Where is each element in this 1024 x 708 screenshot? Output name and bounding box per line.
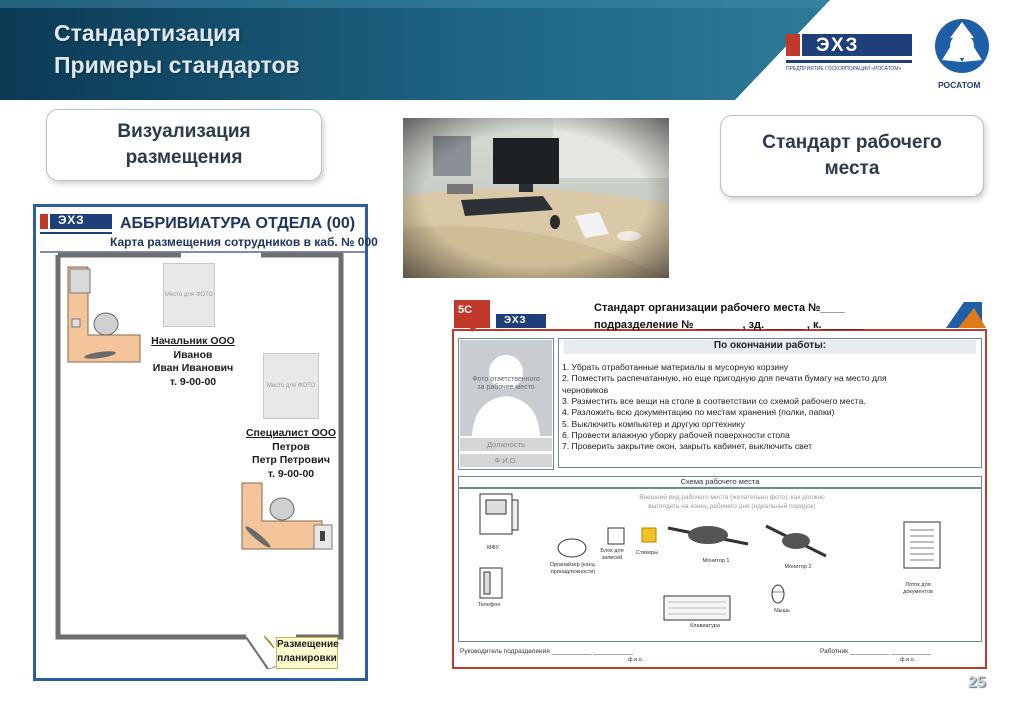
form-title-line1: Стандарт организации рабочего места №____ xyxy=(594,302,845,314)
slide-title-line1: Стандартизация xyxy=(54,20,241,46)
label-phone: Телефон xyxy=(477,602,501,608)
responsible-photo-text: Фото ответственного за рабочее место xyxy=(472,376,540,392)
slide-header xyxy=(0,0,1024,100)
after-work-item: 1. Убрать отработанные материалы в мусорную корзину xyxy=(562,362,789,372)
office-placement-map xyxy=(33,204,378,681)
label-monitor1: Монитор 1 xyxy=(702,558,730,564)
ehz-logo-tagline: ПРЕДПРИЯТИЕ ГОСКОРПОРАЦИИ «РОСАТОМ» xyxy=(786,66,902,72)
person2-name: Петр Петрович xyxy=(252,454,330,467)
form-title-line2: подразделение № _______ , зд. ______ , к._______ xyxy=(594,319,865,331)
label-document-tray: Лоток для документов xyxy=(903,582,933,595)
footer-manager: Руководитель подразделения ___________ ___________ xyxy=(460,648,633,655)
after-work-list xyxy=(562,362,980,453)
footer-worker: Работник ___________ ___________ xyxy=(820,648,932,655)
callout-workplace-standard: Стандарт рабочего места xyxy=(720,115,984,197)
form-logo-text: ЭХЗ xyxy=(504,315,527,326)
label-stickers: Стикеры xyxy=(635,550,659,556)
person2-role: Специалист ООО xyxy=(245,427,337,439)
pointer-arrow-icon xyxy=(262,634,278,650)
plan-placement-label: Размещение планировки xyxy=(276,637,338,669)
after-work-item: 3. Разместить все вещи на столе в соответствии со схемой рабочего места. xyxy=(562,396,866,407)
label-keyboard: Клавиатура xyxy=(690,623,720,629)
workplace-photo xyxy=(403,118,669,278)
ehz-logo-text: ЭХЗ xyxy=(816,35,860,56)
badge-5s: 5С xyxy=(458,304,473,316)
position-label: Должность xyxy=(460,438,552,451)
ehz-rosatom-logo xyxy=(786,8,1006,94)
after-work-title: По окончании работы: xyxy=(564,340,976,354)
after-work-item: 5. Выключить компьютер и другую оргтехнику xyxy=(562,418,745,429)
department-title: АББРИВИАТУРА ОТДЕЛА (00) xyxy=(120,215,356,232)
after-work-item: 4. Разложить всю документацию по местам хранения (полки, папки) xyxy=(562,407,835,418)
person2-surname: Петров xyxy=(272,440,310,453)
scheme-drawing xyxy=(458,488,982,642)
map-subtitle: Карта размещения сотрудников в каб. № 000 xyxy=(110,235,378,249)
fio-label: Ф.И.О. xyxy=(460,454,552,467)
label-monitor2: Монитор 2 xyxy=(784,564,812,570)
label-mfu: МФУ xyxy=(487,545,499,551)
scheme-note-line1: Внешний вид рабочего места (желательно фото), как должно xyxy=(639,494,825,501)
photo-placeholder-2: Место для ФОТО xyxy=(263,353,319,419)
after-work-item: черновиков xyxy=(562,384,609,395)
after-work-item: 7. Проверить закрытие окон, закрыть кабинет, выключить свет xyxy=(562,441,813,452)
person1-phone: т. 9-00-00 xyxy=(169,375,217,388)
label-organizer: Органайзер (канц. принадлежности) xyxy=(549,562,597,575)
slide-title-line2: Примеры стандартов xyxy=(54,52,300,78)
photo-placeholder-1: Место для ФОТО xyxy=(163,263,215,327)
person-card-head xyxy=(138,335,248,390)
after-work-item: 6. Провести влажную уборку рабочей поверхности стола xyxy=(562,430,790,441)
footer-fio-worker: ф.и.о. xyxy=(900,657,916,663)
callout-visualization: Визуализация размещения xyxy=(46,109,322,181)
scheme-note-line2: выглядеть на конец рабочего дня (идеальный порядок) xyxy=(648,503,816,510)
map-logo-text: ЭХЗ xyxy=(58,213,85,227)
person1-name: Иван Иванович xyxy=(152,362,234,375)
scheme-title: Схема рабочего места xyxy=(680,477,760,486)
person1-surname: Иванов xyxy=(173,348,213,361)
person-card-specialist xyxy=(238,427,344,482)
label-mouse: Мышь xyxy=(774,608,790,614)
after-work-item: 2. Поместить распечатанную, но еще пригодную для печати бумагу на место для xyxy=(562,373,887,384)
person2-phone: т. 9-00-00 xyxy=(267,467,315,480)
footer-fio-manager: ф.и.о. xyxy=(628,657,644,663)
label-notepad: Блок для записей xyxy=(600,548,624,561)
rosatom-logo-text: РОСАТОМ xyxy=(938,80,981,90)
page-number: 25 xyxy=(968,674,986,691)
workplace-standard-form xyxy=(452,298,990,670)
person1-role: Начальник ООО xyxy=(151,335,235,347)
